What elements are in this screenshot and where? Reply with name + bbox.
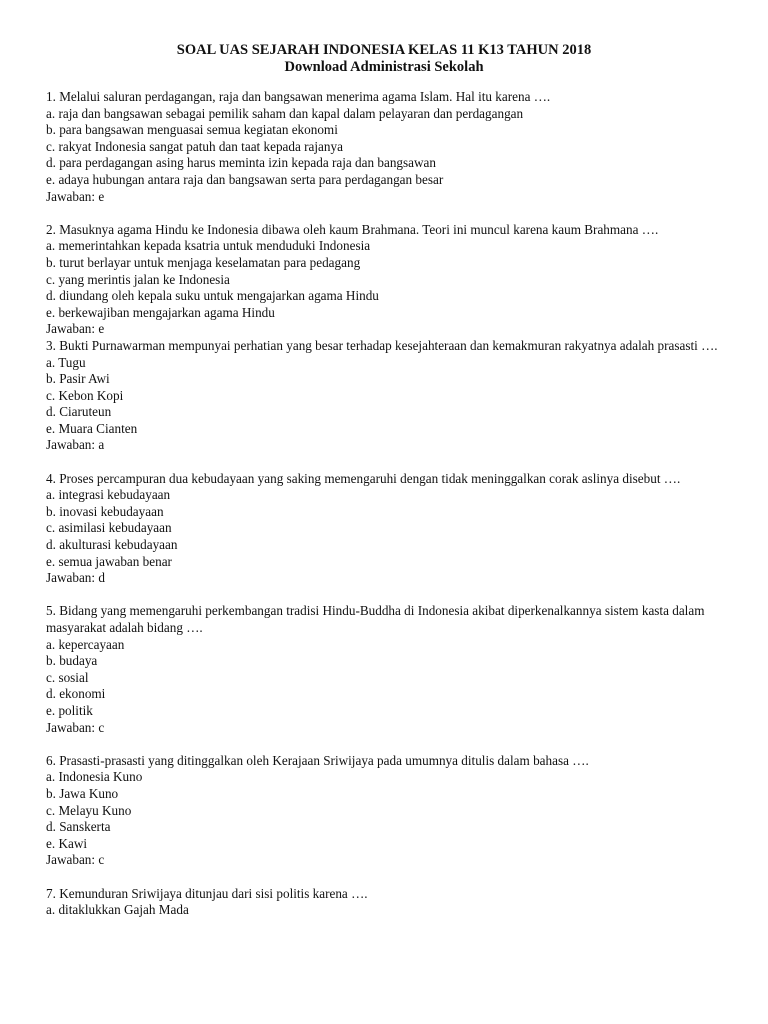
option-b: b. budaya (46, 653, 98, 669)
option-d: d. diundang oleh kepala suku untuk mengajarkan agama Hindu (46, 288, 379, 304)
option-b: b. para bangsawan menguasai semua kegiatan ekonomi (46, 122, 338, 138)
answer-key: Jawaban: e (46, 188, 105, 204)
option-e: e. berkewajiban mengajarkan agama Hindu (46, 304, 275, 320)
option-d: d. ekonomi (46, 686, 106, 702)
document-subtitle: Download Administrasi Sekolah (284, 59, 484, 75)
question-6 (46, 753, 722, 869)
option-e: e. Kawi (46, 835, 88, 851)
question-text: 7. Kemunduran Sriwijaya ditunjau dari sisi politis karena …. (46, 885, 368, 901)
option-a: a. kepercayaan (46, 636, 125, 652)
option-e: e. Muara Cianten (46, 420, 138, 436)
question-2 (46, 222, 722, 338)
option-b: b. Jawa Kuno (46, 785, 119, 801)
option-c: c. rakyat Indonesia sangat patuh dan taat kepada rajanya (46, 138, 343, 154)
question-text: 4. Proses percampuran dua kebudayaan yang saking memengaruhi dengan tidak meninggalkan corak aslinya disebut …. (46, 470, 681, 486)
option-e: e. semua jawaban benar (46, 553, 172, 569)
answer-key: Jawaban: d (46, 570, 105, 586)
option-e: e. adaya hubungan antara raja dan bangsawan serta para perdagangan besar (46, 171, 444, 187)
answer-key: Jawaban: a (46, 437, 105, 453)
question-5 (46, 603, 722, 736)
question-text: 3. Bukti Purnawarman mempunyai perhatian yang besar terhadap kesejahteraan dan kemakmuran rakyatnya adalah prasasti …. (46, 337, 718, 353)
option-c: c. Kebon Kopi (46, 387, 124, 403)
question-text: 2. Masuknya agama Hindu ke Indonesia dibawa oleh kaum Brahmana. Teori ini muncul karena kaum Brahmana …. (46, 221, 659, 237)
option-a: a. raja dan bangsawan sebagai pemilik saham dan kapal dalam pelayaran dan perdagangan (46, 105, 524, 121)
question-list (46, 89, 722, 919)
option-c: c. Melayu Kuno (46, 802, 132, 818)
option-c: c. yang merintis jalan ke Indonesia (46, 271, 230, 287)
option-c: c. asimilasi kebudayaan (46, 520, 172, 536)
option-a: a. integrasi kebudayaan (46, 487, 171, 503)
option-a: a. memerintahkan kepada ksatria untuk menduduki Indonesia (46, 238, 371, 254)
question-3 (46, 338, 722, 454)
option-c: c. sosial (46, 669, 89, 685)
question-4 (46, 471, 722, 587)
option-b: b. inovasi kebudayaan (46, 503, 164, 519)
option-a: a. ditaklukkan Gajah Mada (46, 902, 189, 918)
document-title: SOAL UAS SEJARAH INDONESIA KELAS 11 K13 TAHUN 2018 (176, 42, 592, 58)
answer-key: Jawaban: c (46, 719, 105, 735)
question-text: 1. Melalui saluran perdagangan, raja dan bangsawan menerima agama Islam. Hal itu karena …. (46, 89, 551, 104)
option-d: d. akulturasi kebudayaan (46, 537, 178, 553)
option-a: a. Tugu (46, 354, 86, 370)
answer-key: Jawaban: e (46, 321, 105, 337)
option-d: d. para perdagangan asing harus meminta izin kepada raja dan bangsawan (46, 155, 436, 171)
option-b: b. turut berlayar untuk menjaga keselamatan para pedagang (46, 254, 361, 270)
question-text: 6. Prasasti-prasasti yang ditinggalkan oleh Kerajaan Sriwijaya pada umumnya ditulis dalam bahasa …. (46, 752, 589, 768)
option-d: d. Sanskerta (46, 819, 111, 835)
question-7 (46, 886, 722, 919)
document-header (0, 42, 768, 76)
option-b: b. Pasir Awi (46, 371, 110, 387)
option-d: d. Ciaruteun (46, 404, 112, 420)
answer-key: Jawaban: c (46, 852, 105, 868)
option-e: e. politik (46, 702, 93, 718)
question-1 (46, 89, 722, 205)
option-a: a. Indonesia Kuno (46, 769, 143, 785)
question-text: 5. Bidang yang memengaruhi perkembangan tradisi Hindu-Buddha di Indonesia akibat diperkenalkannya sistem kasta dalam masyarakat adalah bidang …. (46, 603, 705, 635)
